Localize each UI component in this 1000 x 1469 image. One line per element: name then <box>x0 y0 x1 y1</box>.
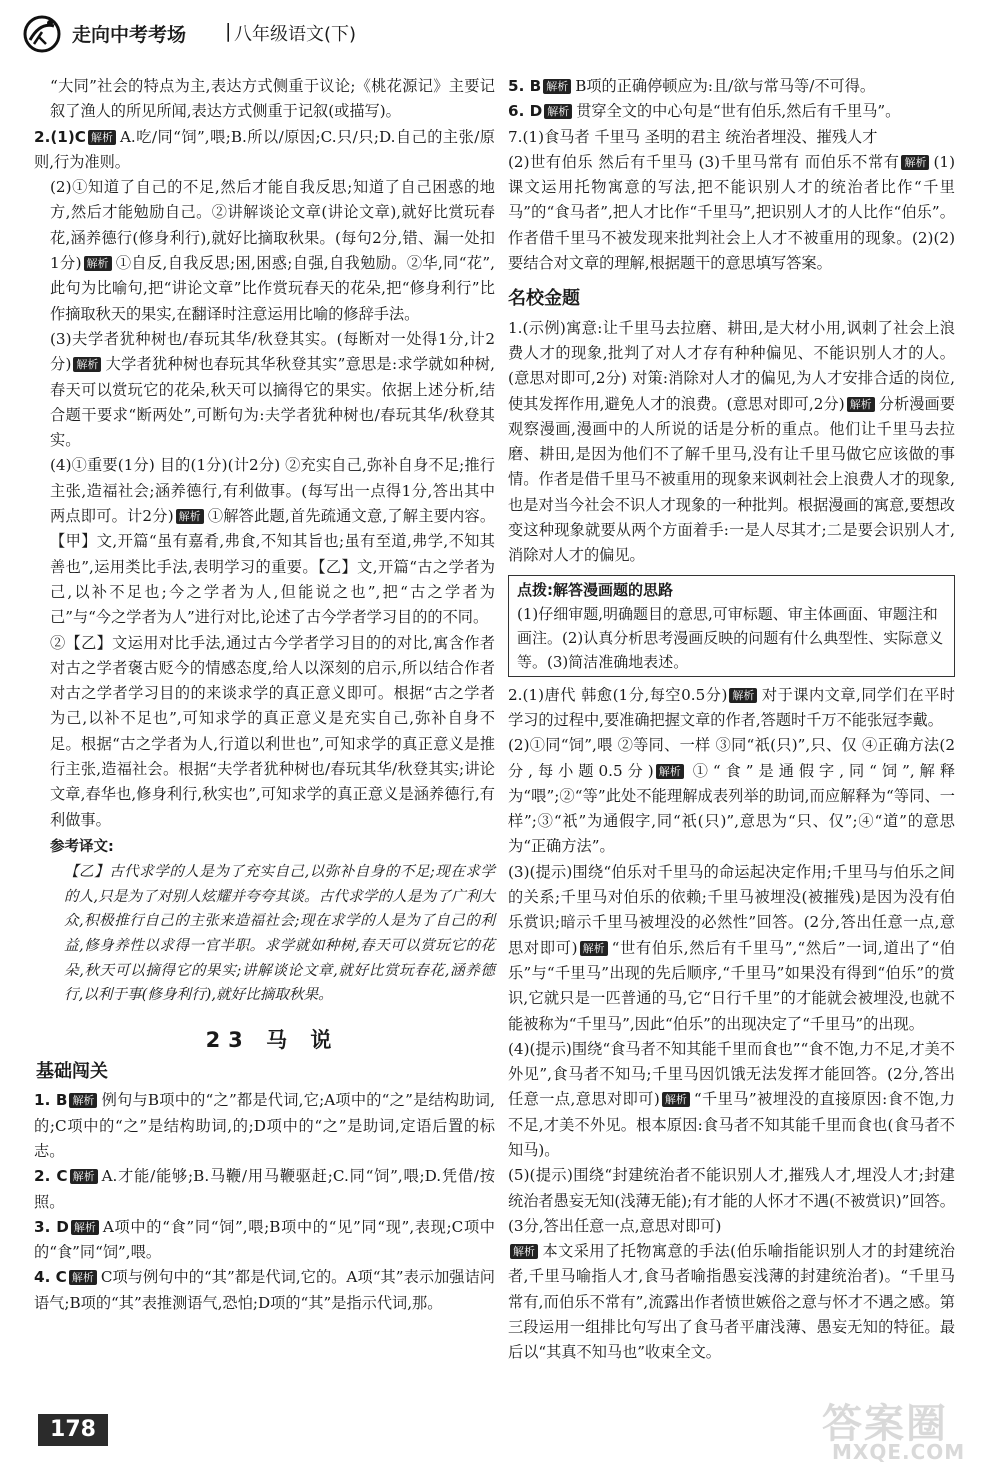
watermark-text: 答案圈 <box>822 1401 948 1447</box>
tip-box-body: (1)仔细审题,明确题目的意思,可审标题、审主体画面、审题注和画注。(2)认真分析思考漫画反映的问题有什么典型性、实际意义等。(3)简洁准确地表述。 <box>517 604 944 671</box>
q2b-answer: 2. C <box>34 1167 68 1186</box>
left-q1 <box>34 1088 495 1164</box>
analysis-tag: 解析 <box>543 79 571 94</box>
right-m2-5: (5)(提示)围绕“封建统治者不能识别人才,摧残人才,埋没人才;封建统治者愚妄无知(浅薄无能);有才能的人怀才不遇(不被赏识)”回答。(3分,答出任意一点,意思对即可) <box>508 1166 955 1235</box>
analysis-tag: 解析 <box>69 1270 97 1285</box>
analysis-tag: 解析 <box>176 509 204 524</box>
q4-analysis: C项与例句中的“其”都是代词,它的。A项“其”表示加强诘问语气;B项的“其”表推测语气,恐怕;D项的“其”是指示代词,那。 <box>34 1268 495 1312</box>
m2-3-analysis: “世有伯乐,然后有千里马”,“然后”一词,道出了“伯乐”与“千里马”出现的先后顺序,“千里马”如果没有得到“伯乐”的赏识,它就只是一匹普通的马,它“日行千里”的才能就会被埋没,也就不能被称为“千里马”,因此“伯乐”的出现决定了“千里马”的出现。 <box>508 938 955 1033</box>
page-header <box>20 8 500 58</box>
left-q2-2 <box>50 175 495 327</box>
q6-answer: 6. D <box>508 102 543 121</box>
analysis-tag: 解析 <box>84 256 112 271</box>
q4-answer: 4. C <box>34 1268 67 1287</box>
m2-1-analysis: 对于课内文章,同学们在平时学习的过程中,要准确把握文章的作者,答题时千万不能张冠李戴。 <box>508 685 955 729</box>
q2-4-analysis: ①解答此题,首先疏通文意,了解主要内容。【甲】文,开篇“虽有嘉肴,弗食,不知其旨也;虽有至道,弗学,不知其善也”,运用类比手法,表明学习的重要。【乙】文,开篇“古之学者为己,以补不足也;今之学者为人,但能说之也”,把“古之学者为己”与“今之学者为人”进行对比,论述了古今学者学习目的的不同。 <box>50 507 496 627</box>
left-q2-1 <box>34 125 495 176</box>
m2-1-answer: 2.(1)唐代 韩愈(1分,每空0.5分) <box>508 685 728 704</box>
m2-3-answer: (3)(提示)围绕“伯乐对千里马的命运起决定作用;千里马与伯乐之间的关系;千里马对伯乐的依赖;千里马被埋没(被摧残)是因为没有伯乐赏识;暗示千里马被埋没的必然性”回答。(2分,答出任意一点,意思对即可) <box>508 862 955 957</box>
right-m2-3 <box>508 860 955 1037</box>
analysis-tag: 解析 <box>88 130 116 145</box>
q2-2-analysis: ①自反,自我反思;困,困惑;自强,自我勉励。②华,同“花”,此句为比喻句,把“讲论文章”比作赏玩春天的花朵,把“修身利行”比作摘取秋天的果实,在翻译时注意运用比喻的修辞手法。 <box>50 254 495 323</box>
header-separator: | <box>225 20 232 42</box>
right-q6 <box>508 99 955 124</box>
runner-logo-icon <box>20 14 66 54</box>
q2-3-analysis: 大学者犹种树也春玩其华秋登其实”意思是:求学就如种树,春天可以赏玩它的花朵,秋天可以摘得它的果实。依据上述分析,结合题干要求“断两处”,可断句为:夫学者犹种树也/春玩其华/秋登其实。 <box>50 355 495 450</box>
tip-box-title: 点拨:解答漫画题的思路 <box>517 580 673 599</box>
q3-analysis: A项中的“食”同“饲”,喂;B项中的“见”同“现”,表现;C项中的“食”同“饲”,喂。 <box>34 1217 495 1262</box>
q1-answer: 1. B <box>34 1091 68 1110</box>
q3-answer: 3. D <box>34 1217 69 1236</box>
q2-number: 2. <box>34 127 51 146</box>
q6-analysis: 贯穿全文的中心句是“世有伯乐,然后有千里马”。 <box>576 102 901 121</box>
analysis-tag: 解析 <box>847 397 875 412</box>
watermark-url: MXQE.COM <box>832 1440 966 1464</box>
analysis-tag: 解析 <box>544 104 572 119</box>
q5-analysis: B项的正确停顿应为:且/欲与常马等/不可得。 <box>575 77 876 95</box>
analysis-tag: 解析 <box>510 1244 538 1259</box>
section-title: 23 马 说 <box>205 1027 340 1052</box>
left-q2-3 <box>50 327 495 453</box>
q2-3-answer: (3)夫学者犹种树也/春玩其华/秋登其实。(每断对一处得1分,计2分) <box>50 329 495 374</box>
site-watermark <box>810 1392 990 1468</box>
analysis-tag: 解析 <box>901 155 929 170</box>
famous-school-title: 名校金题 <box>508 288 580 310</box>
m1-analysis: 分析漫画要观察漫画,漫画中的人所说的话是分析的重点。他们让千里马去拉磨、耕田,是因为他们不了解千里马,没有让千里马做它应该做的事情。作者是借千里马不被重用的现象来讽刺社会上浪费人才的现象,也是对当今社会不识人才现象的一种批判。根据漫画的寓意,要想改变这种现象就要从两个方面着手:一是人尽其才;二是要会识别人才,消除对人才的偏见。 <box>508 394 956 565</box>
q2b-analysis: A.才能/能够;B.马鞭/用马鞭驱赶;C.同“饲”,喂;D.凭借/按照。 <box>34 1167 495 1211</box>
q1-analysis: 例句与B项中的“之”都是代词,它;A项中的“之”是结构助词,的;C项中的“之”是结构助词,的;D项中的“之”是助词,定语后置的标志。 <box>34 1091 495 1160</box>
m2-2-analysis: ①“食”是通假字,同“饲”,解释为“喂”;②“等”此处不能理解成表列举的助词,而应解释为“等同、一样”;③“祇”为通假字,同“祇(只)”,意思为“只、仅”;④“道”的意思为“正确方法”。 <box>508 761 956 856</box>
left-q3 <box>34 1215 495 1266</box>
reference-translation: 【乙】古代求学的人是为了充实自己,以弥补自身的不足;现在求学的人,只是为了对别人炫耀并夸夸其谈。古代求学的人是为了广利大众,积极推行自己的主张来造福社会;现在求学的人是为了自己的利益,修身养性以求得一官半职。求学就如种树,春天可以赏玩它的花朵,秋天可以摘得它的果实;讲解谈论文章,就好比赏玩春花,涵养德行,以利于事(修身利行),就好比摘取秋果。 <box>64 863 495 1004</box>
left-q2b <box>34 1164 495 1215</box>
left-q2-4c: ②【乙】文运用对比手法,通过古今学者学习目的的对比,寓含作者对古之学者褒古贬今的情感态度,给人以深刻的启示,所以结合作者对古之学者学习目的的来谈求学的真正意义即可。根据“古之学者为己,以补不足也”,可知求学的真正意义是充实自己,弥补自身不足。根据“古之学者为人,行道以利世也”,可知求学的真正意义是推行主张,造福社会。根据“夫学者犹种树也/春玩其华/秋登其实;讲论文章,春华也,修身利行,秋实也”,可知求学的真正意义是涵养德行,有利做事。 <box>50 633 495 829</box>
q2-1-answer: (1)C <box>50 127 86 146</box>
q2-2-answer: (2)①知道了自己的不足,然后才能自我反思;知道了自己困惑的地方,然后才能勉励自己。②讲解谈论文章(讲论文章),就好比赏玩春花,涵养德行(修身利行),就好比摘取秋果。(每句2分,错、漏一处扣1分) <box>50 178 495 273</box>
tip-box <box>508 575 955 677</box>
left-p0: “大同”社会的特点为主,表达方式侧重于议论;《桃花源记》主要记叙了渔人的所见所闻,表达方式侧重于记叙(或描写)。 <box>50 77 495 121</box>
analysis-tag: 解析 <box>662 1092 690 1107</box>
left-q2-4 <box>50 453 495 630</box>
q5-answer: 5. B <box>508 77 542 95</box>
m2-summary-analysis: 本文采用了托物寓意的手法(伯乐喻指能识别人才的封建统治者,千里马喻指人才,食马者喻指愚妄浅薄的封建统治者)。“千里马常有,而伯乐不常有”,流露出作者愤世嫉俗之意与怀才不遇之感。第三段运用一组排比句写出了食马者平庸浅薄、愚妄无知的特征。最后以“其真不知马也”收束全文。 <box>508 1242 955 1362</box>
m2-4-answer: (4)(提示)围绕“食马者不知其能千里而食也”“食不饱,力不足,才美不外见”,食马者不知马;千里马因饥饿无法发挥才能回答。(2分,答出任意一点,意思对即可) <box>508 1039 955 1109</box>
analysis-tag: 解析 <box>71 1220 99 1235</box>
left-q4 <box>34 1265 495 1316</box>
reference-translation-title: 参考译文: <box>50 838 114 855</box>
analysis-tag: 解析 <box>70 1169 98 1184</box>
right-m2-4 <box>508 1037 955 1163</box>
q2-4-answer: (4)①重要(1分) 目的(1分)(计2分) ②充实自己,弥补自身不足;推行主张,造福社会;涵养德行,有利做事。(每写出一点得1分,答出其中两点即可。计2分) <box>50 456 495 526</box>
right-m1 <box>508 316 955 569</box>
analysis-tag: 解析 <box>73 357 101 372</box>
page-number: 178 <box>38 1414 108 1446</box>
q7-analysis: (1)课文运用托物寓意的写法,把不能识别人才的统治者比作“千里马”的“食马者”,把人才比作“千里马”,把识别人才的人比作“伯乐”。作者借千里马不被发现来批判社会上人才不被重用的现象。(2)(2)要结合对文章的理解,根据题干的意思填写答案。 <box>508 152 955 273</box>
analysis-tag: 解析 <box>729 688 757 703</box>
q2-1-analysis: A.吃/同“饲”,喂;B.所以/原因;C.只/只;D.自己的主张/原则,行为准则。 <box>34 127 495 171</box>
book-subtitle: 八年级语文(下) <box>234 24 357 45</box>
analysis-tag: 解析 <box>580 941 608 956</box>
q7-2-answer: (2)世有伯乐 然后有千里马 (3)千里马常有 而伯乐不常有 <box>508 152 900 171</box>
right-column <box>508 74 955 1366</box>
m2-4-analysis: “千里马”被埋没的直接原因:食不饱,力不足,才美不外见。根本原因:食马者不知其能千里而食也(食马者不知马)。 <box>508 1090 955 1159</box>
right-m2-summary <box>508 1239 955 1365</box>
analysis-tag: 解析 <box>69 1093 97 1108</box>
right-m2-2 <box>508 733 955 859</box>
left-column <box>34 74 496 1316</box>
m1-answer: 1.(示例)寓意:让千里马去拉磨、耕田,是大材小用,讽刺了社会上浪费人才的现象,批判了对人才存有种种偏见、不能识别人才的人。(意思对即可,2分) 对策:消除对人才的偏见,为人才安排合适的岗位,使其发挥作用,避免人才的浪费。(意思对即可,2分) <box>508 318 955 413</box>
book-brand: 走向中考考场 <box>72 24 187 46</box>
basic-section-title: 基础闯关 <box>36 1061 108 1083</box>
right-m2-1 <box>508 683 955 734</box>
analysis-tag: 解析 <box>656 764 684 779</box>
right-q7-2 <box>508 150 955 276</box>
m2-2-answer: (2)①同“饲”,喂 ②等同、一样 ③同“祇(只)”,只、仅 ④正确方法(2分,每小题0.5分) <box>508 736 955 780</box>
right-q7-1: 7.(1)食马者 千里马 圣明的君主 统治者埋没、摧残人才 <box>508 127 878 146</box>
right-q5 <box>508 74 955 99</box>
